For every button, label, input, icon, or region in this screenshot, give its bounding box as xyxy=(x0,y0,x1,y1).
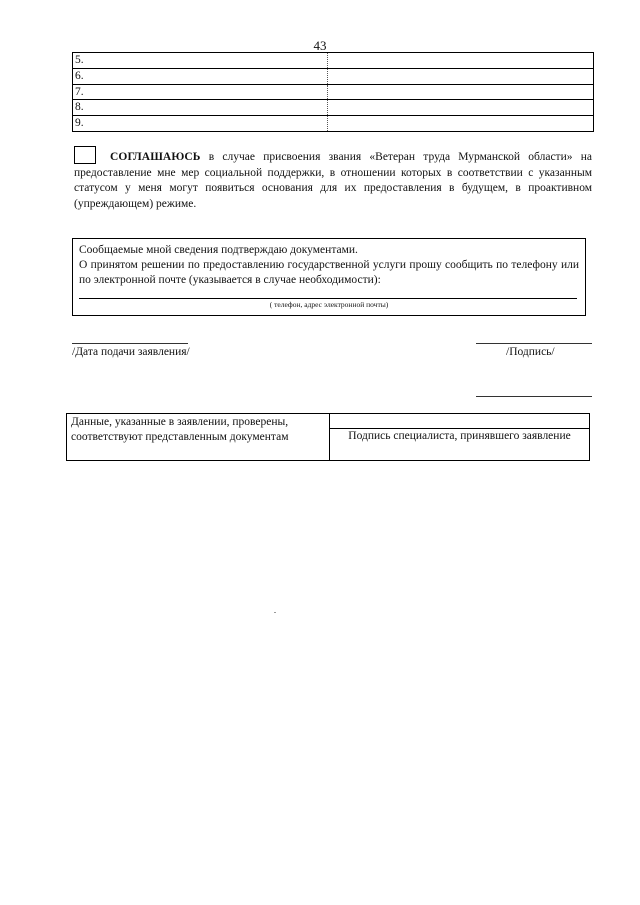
verification-line-2: соответствуют представленным документам xyxy=(71,431,289,443)
row-number: 7. xyxy=(75,85,84,98)
column-divider xyxy=(327,69,328,84)
page-number: 43 xyxy=(313,38,327,53)
agreement-bold-word: СОГЛАШАЮСЬ xyxy=(110,151,201,163)
verification-line-1: Данные, указанные в заявлении, проверены, xyxy=(71,416,289,428)
signature-field-line[interactable] xyxy=(476,343,592,344)
column-divider xyxy=(327,53,328,68)
verification-table xyxy=(66,413,590,461)
column-divider xyxy=(327,116,328,131)
numbered-rows-table xyxy=(72,52,594,132)
confirmation-line-1: Сообщаемые мной сведения подтверждаю документами. xyxy=(79,244,358,256)
agreement-paragraph xyxy=(74,150,592,212)
table-row xyxy=(73,85,593,101)
specialist-signature-cell[interactable] xyxy=(330,414,589,429)
row-number: 6. xyxy=(75,69,84,82)
date-field-line[interactable] xyxy=(72,343,188,344)
contact-caption: ( телефон, адрес электронной почты) xyxy=(269,300,389,309)
confirmation-line-2: О принятом решении по предоставлению государственной услуги прошу сообщить по телефону или по электронной почте (указывается в случае необходимости): xyxy=(79,259,579,286)
signature-label: /Подпись/ xyxy=(506,346,555,358)
verification-statement-cell xyxy=(67,414,330,460)
table-row xyxy=(73,116,593,132)
column-divider xyxy=(327,85,328,100)
signature-extra-line[interactable] xyxy=(476,396,592,397)
agreement-text: в случае присвоения звания «Ветеран труда Мурманской области» на предоставление мне мер социальной поддержки, в отношении которых в соответствии с указанным статусом у меня могут появиться основания для их предоставления в будущем, в проактивном (упреждающем) режиме. xyxy=(74,151,592,210)
column-divider xyxy=(327,100,328,115)
table-row xyxy=(73,53,593,69)
contact-input-line[interactable] xyxy=(79,298,577,299)
table-row xyxy=(73,69,593,85)
row-number: 8. xyxy=(75,101,84,114)
confirmation-box xyxy=(72,238,586,316)
scan-dot xyxy=(274,612,276,613)
row-number: 9. xyxy=(75,117,84,130)
specialist-signature-caption: Подпись специалиста, принявшего заявление xyxy=(348,430,571,442)
date-label: /Дата подачи заявления/ xyxy=(72,346,190,358)
table-row xyxy=(73,100,593,116)
row-number: 5. xyxy=(75,54,84,66)
